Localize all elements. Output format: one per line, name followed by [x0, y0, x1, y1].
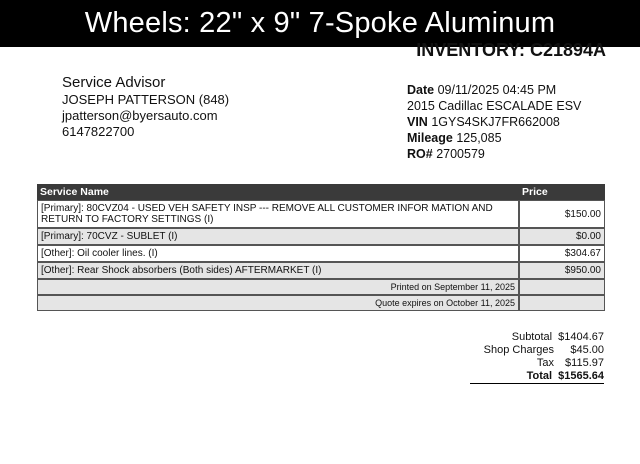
- subtotal-row: [470, 331, 604, 344]
- total-value: $1565.64: [558, 370, 604, 382]
- date-label: Date: [407, 83, 435, 97]
- shop-charges-value: $45.00: [570, 344, 604, 356]
- total-label: Total: [526, 370, 553, 382]
- advisor-email: jpatterson@byersauto.com: [62, 108, 218, 123]
- ro-value: 2700579: [436, 147, 485, 161]
- vin-value: 1GYS4SKJ7FR662008: [431, 115, 560, 129]
- tax-label: Tax: [536, 357, 554, 369]
- price-cell: $950.00: [519, 262, 605, 279]
- printed-row: [37, 279, 605, 295]
- ro-label: RO#: [407, 147, 433, 161]
- printed-note: Printed on September 11, 2025: [37, 279, 519, 295]
- subtotal-label: Subtotal: [511, 331, 553, 343]
- service-table: [37, 184, 605, 311]
- service-name-cell: [Primary]: 80CVZ04 - USED VEH SAFETY INSP --- REMOVE ALL CUSTOMER INFOR MATION AND RETURN TO FACTORY SETTINGS (I): [37, 200, 519, 228]
- inventory-number: INVENTORY: C21894A: [416, 40, 606, 60]
- expires-note: Quote expires on October 11, 2025: [37, 295, 519, 311]
- expires-empty-cell: [519, 295, 605, 311]
- vehicle-model: 2015 Cadillac ESCALADE ESV: [407, 99, 582, 113]
- expires-row: [37, 295, 605, 311]
- advisor-name: JOSEPH PATTERSON (848): [62, 92, 230, 107]
- vin-label: VIN: [407, 115, 428, 129]
- service-name-header: Service Name: [37, 184, 519, 200]
- price-cell: $304.67: [519, 245, 605, 262]
- price-cell: $0.00: [519, 228, 605, 245]
- advisor-heading: Service Advisor: [62, 74, 166, 91]
- price-header: Price: [519, 184, 605, 200]
- price-cell: $150.00: [519, 200, 605, 228]
- table-row: [37, 245, 605, 262]
- table-row: [37, 200, 605, 228]
- table-row: [37, 262, 605, 279]
- service-name-cell: [Other]: Oil cooler lines. (I): [37, 245, 519, 262]
- totals-block: [470, 331, 604, 384]
- mileage-value: 125,085: [456, 131, 502, 145]
- advisor-phone: 6147822700: [62, 124, 135, 139]
- mileage-line: [407, 130, 581, 146]
- table-header-row: [37, 184, 605, 200]
- date-line: [407, 82, 581, 98]
- tax-value: $115.97: [565, 357, 604, 369]
- shop-charges-row: [470, 344, 604, 357]
- table-row: [37, 228, 605, 245]
- shop-charges-label: Shop Charges: [483, 344, 554, 356]
- service-advisor-block: [62, 75, 229, 140]
- service-name-cell: [Primary]: 70CVZ - SUBLET (I): [37, 228, 519, 245]
- date-value: 09/11/2025 04:45 PM: [437, 83, 557, 97]
- mileage-label: Mileage: [407, 131, 453, 145]
- printed-empty-cell: [519, 279, 605, 295]
- ro-line: [407, 146, 581, 162]
- vehicle-info-block: [407, 82, 581, 162]
- banner-title: Wheels: 22" x 9" 7-Spoke Aluminum: [84, 7, 556, 39]
- subtotal-value: $1404.67: [558, 331, 604, 343]
- tax-row: [470, 357, 604, 370]
- vin-line: [407, 114, 581, 130]
- total-row: [470, 370, 604, 384]
- service-name-cell: [Other]: Rear Shock absorbers (Both sides) AFTERMARKET (I): [37, 262, 519, 279]
